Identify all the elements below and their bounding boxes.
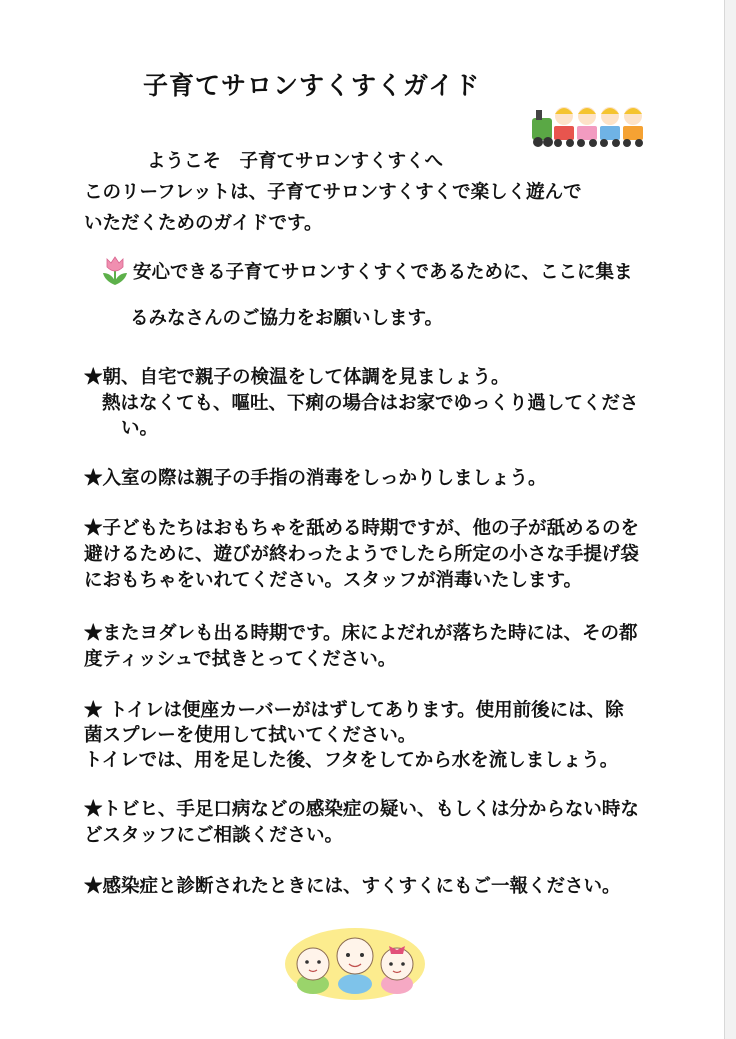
rule-6-line-2: どスタッフにご相談ください。: [84, 825, 344, 846]
rule-2-line-1: ★入室の際は親子の手指の消毒をしっかりしましょう。: [84, 468, 547, 489]
rule-3-line-3: におもちゃをいれてください。スタッフが消毒いたします。: [84, 570, 583, 591]
welcome-line: ようこそ 子育てサロンすくすくへ: [147, 151, 444, 172]
rule-1-line-3: い。: [121, 418, 159, 439]
request-line-2: るみなさんのご協力をお願いします。: [130, 308, 444, 329]
rule-3-line-2: 避けるために、遊びが終わったようでしたら所定の小さな手提げ袋: [84, 544, 639, 565]
rule-3-line-1: ★子どもたちはおもちゃを舐める時期ですが、他の子が舐めるのを: [84, 518, 640, 539]
kids-train-icon: [530, 94, 645, 150]
tulip-icon: [101, 255, 129, 287]
rule-1-line-1: ★朝、自宅で親子の検温をして体調を見ましょう。: [84, 367, 510, 388]
intro-line-2: いただくためのガイドです。: [84, 213, 323, 234]
rule-5-line-2: 菌スプレーを使用して拭いてください。: [84, 725, 417, 746]
rule-5-line-1: ★ トイレは便座カーバーがはずしてあります。使用前後には、除: [84, 700, 624, 721]
rule-6-line-1: ★トビヒ、手足口病などの感染症の疑い、もしくは分からない時な: [84, 799, 639, 820]
request-line-1: 安心できる子育てサロンすくすくであるために、ここに集ま: [133, 262, 633, 283]
babies-illustration-icon: [283, 922, 428, 1002]
rule-7-line-1: ★感染症と診断されたときには、すくすくにもご一報ください。: [84, 876, 621, 897]
rule-1-line-2: 熱はなくても、嘔吐、下痢の場合はお家でゆっくり過してくださ: [102, 393, 639, 414]
rule-4-line-1: ★またヨダレも出る時期です。床によだれが落ちた時には、その都: [84, 623, 638, 644]
rule-4-line-2: 度ティッシュで拭きとってください。: [84, 649, 397, 670]
rule-5-line-3: トイレでは、用を足した後、フタをしてから水を流しましょう。: [84, 750, 619, 771]
page-title: 子育てサロンすくすくガイド: [143, 71, 481, 100]
intro-line-1: このリーフレットは、子育てサロンすくすくで楽しく遊んで: [84, 182, 582, 203]
page-edge-shade: [725, 0, 736, 1039]
